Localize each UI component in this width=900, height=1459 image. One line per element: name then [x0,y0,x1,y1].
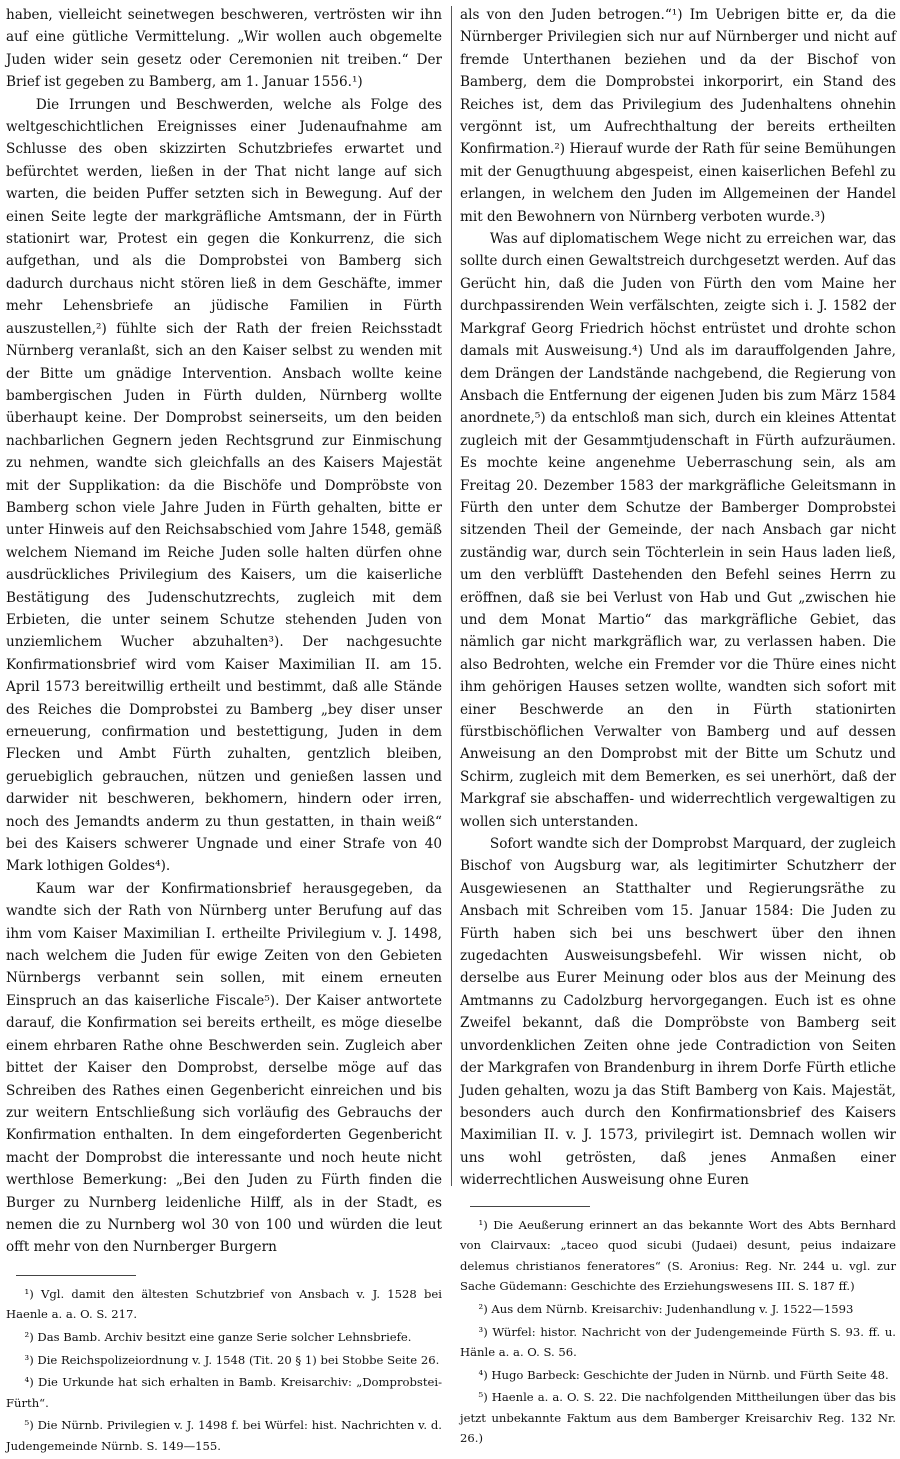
right-paragraph: Sofort wandte sich der Domprobst Marquard, der zugleich Bischof von Augsburg war, als legitimirter Schutzherr der Ausgewiesenen an Statthalter und Regierungsräthe zu Ansbach mit Schreiben vom 15. Januar 1584: Die Juden zu Fürth haben sich bei uns beschwert über den ihnen zugedachten Ausweisungsbefehl. Wir wissen nicht, ob derselbe aus Eurer Meinung oder blos aus der Meinung des Amtmanns zu Cadolzburg hervorgegangen. Euch ist es ohne Zweifel bekannt, daß die Dompröbste von Bamberg seit unvordenklichen Zeiten ohne jede Contradiction von Seiten der Markgrafen von Brandenburg in ihrem Dorfe Fürth etliche Juden gehalten, wozu ja das Stift Bamberg von Kais. Majestät, besonders auch durch den Konfirmationsbrief des Kaisers Maximilian II. v. J. 1573, privilegirt ist. Demnach wollen wir uns wohl getrösten, daß jenes Anmaßen einer widerrechtlichen Ausweisung ohne Euren [460,836,896,1189]
footnote: ⁵) Haenle a. a. O. S. 22. Die nachfolgenden Mittheilungen über das bis jetzt unbekannte Faktum aus dem Bamberger Kreisarchiv Reg. 132 Nr. 26.) [460,1390,896,1446]
footnote: ²) Aus dem Nürnb. Kreisarchiv: Judenhandlung v. J. 1522—1593 [478,1301,854,1316]
footnote-rule [470,1206,590,1207]
footnote: ⁴) Die Urkunde hat sich erhalten in Bamb. Kreisarchiv: „Domprobstei-Fürth“. [6,1375,442,1410]
left-paragraph: Kaum war der Konfirmationsbrief herausgegeben, da wandte sich der Rath von Nürnberg unter Berufung auf das ihm vom Kaiser Maximilian I. ertheilte Privilegium v. J. 1498, nach welchem die Juden für ewige Zeiten von den Gebieten Nürnbergs verbannt sein sollen, mit einem erneuten Einspruch an das kaiserliche Fiscale⁵). Der Kaiser antwortete darauf, die Konfirmation sei bereits ertheilt, es möge dieselbe einem ehrbaren Rathe ohne Beschwerden sein. Zugleich aber bittet der Kaiser den Domprobst, derselbe möge auf das Schreiben des Rathes einen Gegenbericht einreichen und bis zur weitern Entschließung sich vorläufig des Gebrauchs der Konfirmation enthalten. In dem eingeforderten Gegenbericht macht der Domprobst die interessante und noch heute nicht werthlose Bemerkung: „Bei den Juden zu Fürth finden die Burger zu Nurnberg leidenliche Hilff, als in der Stadt, es nemen die zu Nurnberg wol 30 von 100 und würden die leut offt mehr von den Nurnberger Burgern [6,880,442,1256]
right-paragraph: als von den Juden betrogen.“¹) Im Uebrigen bitte er, da die Nürnberger Privilegien sich nur auf Nürnberger und nicht auf fremde Unterthanen beziehen und da der Bischof von Bamberg, dem die Domprobstei inkorporirt, ein Stand des Reiches ist, dem das Privilegium des Judenhaltens ohnehin vergönnt ist, um Aufrechthaltung der bereits ertheilten Konfirmation.²) Hierauf wurde der Rath für seine Bemühungen mit der Genugthuung abgespeist, einen kaiserlichen Befehl zu erlangen, in welchem den Juden im Allgemeinen der Handel mit den Bewohnern von Nürnberg verboten wurde.³) [460,7,896,225]
left-paragraph: haben, vielleicht seinetwegen beschweren, vertrösten wir ihn auf eine gütliche Vermittelung. „Wir wollen auch obgemelte Juden wider sein gesetz oder Ceremonien nit treiben.“ Der Brief ist gegeben zu Bamberg, am 1. Januar 1556.¹) [6,7,442,91]
footnote: ⁵) Die Nürnb. Privilegien v. J. 1498 f. bei Würfel: hist. Nachrichten v. d. Judengemeinde Nürnb. S. 149—155. [6,1418,442,1453]
right-body-text [460,4,896,1192]
right-paragraph: Was auf diplomatischem Wege nicht zu erreichen war, das sollte durch einen Gewaltstreich durchgesetzt werden. Auf das Gerücht hin, daß die Juden von Fürth den vom Maine her durchpassirenden Wein verfälschten, zeigte sich i. J. 1582 der Markgraf Georg Friedrich höchst entrüstet und drohte schon damals mit Ausweisung.⁴) Und als im darauffolgenden Jahre, dem Drängen der Landstände nachgebend, die Regierung von Ansbach die Entfernung der eigenen Juden bis zum März 1584 anordnete,⁵) da entschloß man sich, durch ein kleines Attentat zugleich mit der Gesammtjudenschaft in Fürth aufzuräumen. Es mochte keine angenehme Ueberraschung sein, als am Freitag 20. Dezember 1583 der markgräfliche Geleitsmann in Fürth den unter dem Schutze der Bamberger Domprobstei sitzenden Theil der Gemeinde, der nach Ansbach gar nicht zuständig war, durch sein Töchterlein in sein Haus laden ließ, um den verblüfft Dastehenden den Befehl seines Herrn zu eröffnen, daß sie bei Verlust von Hab und Gut „zwischen hie und dem Monat Martio“ das markgräfliche Gebiet, das nämlich gar nicht markgräflich war, zu verlassen haben. Die also Bedrohten, welche ein Fremder vor die Thüre eines nicht ihm gehörigen Hauses setzen wollte, wandten sich sofort mit einer Beschwerde an den in Fürth stationirten fürstbischöflichen Verwalter von Bamberg und auf dessen Anweisung an den Domprobst mit der Bitte um Schutz und Schirm, zugleich mit dem Bemerken, es sei unerhört, daß der Markgraf sie abschaffen- und widerrechtlich vergewaltigen zu wollen sich unterstanden. [460,231,896,830]
left-body-text [6,4,442,1259]
footnote: ⁴) Hugo Barbeck: Geschichte der Juden in Nürnb. und Fürth Seite 48. [478,1367,889,1382]
column-divider [451,6,452,1186]
left-footnotes [6,1284,442,1457]
right-footnotes [460,1206,896,1450]
footnote: ¹) Vgl. damit den ältesten Schutzbrief von Ansbach v. J. 1528 bei Haenle a. a. O. S. 217. [6,1286,442,1322]
left-column [6,4,442,1459]
footnote: ¹) Die Aeußerung erinnert an das bekannte Wort des Abts Bernhard von Clairvaux: „taceo quod sicubi (Judaei) desunt, peius indaizare delemus christianos feneratores“ (S. Aronius: Reg. Nr. 244 u. vgl. zur Sache Güdemann: Geschichte des Erziehungswesens III. S. 187 ff.) [460,1217,896,1294]
footnote: ²) Das Bamb. Archiv besitzt eine ganze Serie solcher Lehnsbriefe. [24,1329,412,1344]
footnote: ³) Würfel: histor. Nachricht von der Judengemeinde Fürth S. 93. ff. u. Hänle a. a. O. S. 56. [460,1324,896,1360]
footnote-rule [16,1275,136,1276]
left-paragraph: Die Irrungen und Beschwerden, welche als Folge des weltgeschichtlichen Ereignisses einer Judenaufnahme am Schlusse des oben skizzirten Schutzbriefes erwartet und befürchtet werden, ließen in der That nicht lange auf sich warten, die beiden Puffer setzten sich in Bewegung. Auf der einen Seite legte der markgräfliche Amtsmann, der in Fürth stationirt war, Protest ein gegen die Konkurrenz, die sich aufgethan, und als die Domprobstei von Bamberg sich dadurch durchaus nicht stören ließ in dem Geschäfte, immer mehr Lehensbriefe an jüdische Familien in Fürth auszustellen,²) fühlte sich der Rath der freien Reichsstadt Nürnberg veranlaßt, sich an den Kaiser selbst zu wenden mit der Bitte um gnädige Intervention. Ansbach wollte keine bambergischen Juden in Fürth dulden, Nürnberg wollte überhaupt keine. Der Domprobst seinerseits, um den beiden nachbarlichen Gegnern jeden Rechtsgrund zur Einmischung zu nehmen, wandte sich gleichfalls an des Kaisers Majestät mit der Supplikation: da die Bischöfe und Dompröbste von Bamberg schon viele Jahre Juden in Fürth gehalten, bitte er unter Hinweis auf den Reichsabschied vom Jahre 1548, gemäß welchem Niemand im Reiche Juden solle halten dürfen ohne ausdrückliches Privilegium des Kaisers, um die kaiserliche Bestätigung des Judenschutzrechts, zugleich mit dem Erbieten, die unter seinem Schutze stehenden Juden von unziemlichem Wucher abzuhalten³). Der nachgesuchte Konfirmationsbrief wird vom Kaiser Maximilian II. am 15. April 1573 bereitwillig ertheilt und bestimmt, daß alle Stände des Reiches die Domprobstei zu Bamberg „bey diser unser erneuerung, confirmation und bestettigung, Juden in dem Flecken und Ambt Fürth zuhalten, gentzlich bleiben, geruebiglich gebrauchen, nützen und genießen lassen und darwider nit beschweren, bekhomern, hindern oder irren, noch des Jemandts anderm zu thun gestatten, in thain weiß“ bei des Kaisers schwerer Ungnade und einer Strafe von 40 Mark lothigen Goldes⁴). [6,96,442,875]
footnote: ³) Die Reichspolizeiordnung v. J. 1548 (Tit. 20 § 1) bei Stobbe Seite 26. [24,1352,440,1367]
right-column [460,4,896,1451]
